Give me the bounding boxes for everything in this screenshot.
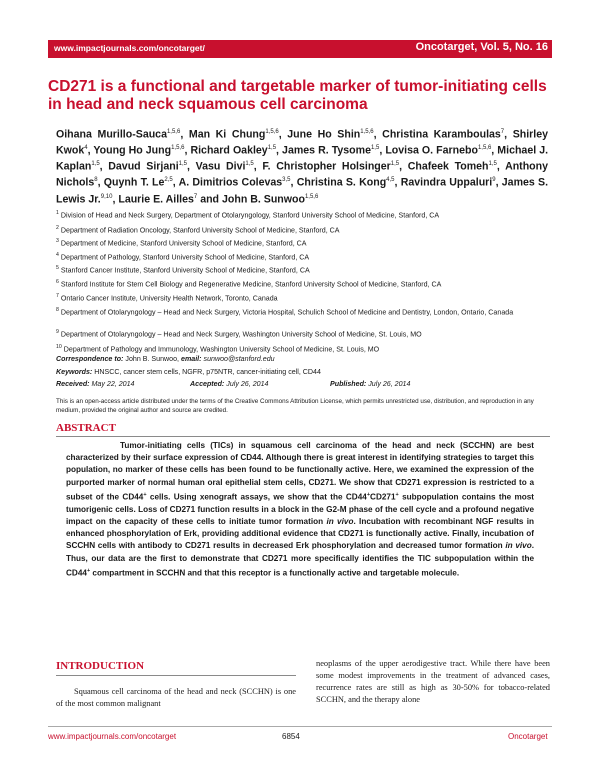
introduction-left-text: Squamous cell carcinoma of the head and neck (SCCHN) is one of the most common malignant (56, 687, 296, 708)
author-affiliation-marker: 1,5,6 (171, 145, 185, 152)
correspondence-label: Correspondence to: (56, 355, 124, 363)
author-name: F. Christopher Holsinger (262, 160, 391, 173)
abstract-text-5: . Incubation with recombinant NGF results in enhanced phosphorylation of Erk, providing additional evidence that CD271 is functionally active. Finally, incubation of SCCHN cells with antibody to CD271 results in decreased Erk phosphorylation and decreased tumor formation (66, 516, 535, 551)
published-date (330, 380, 410, 389)
footer-url-link[interactable]: www.impactjournals.com/oncotarget (48, 732, 177, 741)
author-affiliation-marker: 1,5,6 (304, 193, 319, 200)
affiliation-number: 5 (56, 265, 59, 271)
abstract-text-7: compartment in SCCHN and that this receptor is a functionally active and targetable molecule. (90, 568, 460, 578)
affiliation-number: 1 (56, 210, 59, 216)
author-separator: , (184, 144, 191, 157)
affiliation-text: Department of Otolaryngology – Head and Neck Surgery, Washington University School of Medicine, St. Louis, MO (60, 330, 422, 339)
affiliation-text: Department of Otolaryngology – Head and Neck Surgery, Victoria Hospital, Schulich School of Medicine and Dentistry, London, Ontario, Canada (60, 308, 514, 317)
affiliation-item (56, 292, 556, 303)
author-separator: , (112, 193, 119, 206)
affiliation-number: 9 (56, 329, 59, 335)
footer-journal-name: Oncotarget (508, 732, 548, 741)
affiliation-text: Department of Radiation Oncology, Stanford University School of Medicine, Stanford, CA (60, 226, 340, 235)
author-name: Richard Oakley (190, 144, 268, 157)
affiliation-text: Department of Pathology and Immunology, Washington University School of Medicine, St. Louis, MO (63, 345, 380, 354)
published-label: Published: (330, 380, 367, 388)
keywords-text: HNSCC, cancer stem cells, NGFR, p75NTR, cancer-initiating cell, CD44 (94, 368, 321, 376)
author-affiliation-marker: 1,5,6 (166, 129, 181, 135)
affiliation-text: Department of Medicine, Stanford University School of Medicine, Stanford, CA (60, 239, 307, 248)
author-affiliation-marker: 8 (94, 177, 98, 184)
affiliation-item (56, 278, 556, 289)
email-link[interactable]: sunwoo@stanford.edu (203, 355, 275, 363)
author-name: Laurie E. Ailles (118, 193, 194, 206)
author-affiliation-marker: 4,5 (386, 177, 395, 184)
affiliation-number: 3 (56, 238, 59, 244)
author-separator: , (290, 176, 297, 189)
author-affiliation-marker: 1,5,6 (360, 129, 374, 135)
author-separator: , (187, 160, 196, 173)
author-name: Shirley Kwok (56, 128, 549, 157)
author-name: Quynh T. Le (103, 176, 165, 189)
author-separator: , (496, 160, 506, 173)
author-name: Lovisa O. Farnebo (385, 144, 478, 157)
author-separator: , (99, 160, 109, 173)
affiliation-number: 2 (56, 225, 59, 231)
abstract-text-2: cells. Using xenograft assays, we show that the CD44 (146, 492, 367, 502)
accepted-value: July 26, 2014 (226, 380, 269, 388)
abstract-italic-2: in vivo (505, 541, 532, 551)
published-value: July 26, 2014 (368, 380, 411, 388)
footer-divider (48, 726, 552, 727)
affiliation-item (56, 209, 556, 220)
email-label: email: (181, 355, 202, 363)
journal-citation: Oncotarget, Vol. 5, No. 16 (415, 41, 548, 53)
author-name: Man Ki Chung (188, 128, 266, 141)
author-separator: , (504, 128, 513, 141)
received-date (56, 380, 135, 389)
paper-title: CD271 is a functional and targetable marker of tumor-initiating cells in head and neck squamous cell carcinoma (48, 78, 547, 113)
author-affiliation-marker: 4 (84, 145, 88, 152)
affiliation-item (56, 306, 556, 317)
author-name: Michael J. Kaplan (56, 144, 549, 173)
author-affiliation-marker: 1,5 (370, 145, 380, 152)
affiliation-item (56, 328, 556, 339)
author-affiliation-marker: 9 (492, 177, 496, 184)
journal-url-link[interactable]: www.impactjournals.com/oncotarget/ (54, 43, 205, 53)
author-separator: , (278, 128, 288, 141)
author-separator: , (495, 176, 502, 189)
author-name: Ravindra Uppaluri (400, 176, 493, 189)
affiliation-number: 8 (56, 307, 59, 313)
author-name: Christina S. Kong (296, 176, 387, 189)
introduction-heading: INTRODUCTION (56, 660, 145, 672)
author-separator: , (87, 144, 94, 157)
author-name: Christina Karamboulas (382, 128, 501, 141)
introduction-right-column (316, 658, 550, 706)
author-separator: , (379, 144, 386, 157)
affiliation-text: Division of Head and Neck Surgery, Department of Otolaryngology, Stanford University School of Medicine, Stanford, CA (60, 211, 440, 220)
license-notice: This is an open-access article distributed under the terms of the Creative Commons Attribution License, which permits unrestricted use, distribution, and reproduction in any medium, provided the original author and source are credited. (56, 398, 534, 414)
keywords-label: Keywords: (56, 368, 93, 376)
introduction-left-column (56, 686, 296, 710)
affiliation-item (56, 237, 556, 248)
author-affiliation-marker: 1,5 (91, 161, 100, 168)
author-name: Oihana Murillo-Sauca (56, 128, 167, 141)
author-separator: , (491, 144, 498, 157)
abstract-body (66, 440, 534, 580)
author-separator: , (97, 176, 104, 189)
abstract-text-1: Tumor-initiating cells (TICs) in squamous cell carcinoma of the head and neck (SCCHN) are best characterized by their surface expression of CD44. Although there is great interest in identifying strategies to target this population, no marker of these cells has been found to be functionally active. Here, we examined the expression of the purported marker of normal human oral epithelial stem cells, CD271. We show that CD271 expression is restricted to a subset of the CD44 (66, 441, 534, 502)
affiliation-number: 4 (56, 252, 59, 258)
affiliation-item (56, 264, 556, 275)
affiliation-number: 7 (56, 293, 59, 299)
author-affiliation-marker: 2,5 (164, 177, 173, 184)
received-value: May 22, 2014 (91, 380, 135, 388)
author-name: June Ho Shin (287, 128, 361, 141)
abstract-sup-3: + (395, 491, 399, 498)
abstract-text-4: subpopulation contains the most tumorigenic cells. Loss of CD271 function results in a block in the G2-M phase of the cell cycle and a profound negative impact on the capacity of these cells to initiate tumor formation (66, 492, 535, 526)
affiliation-text: Ontario Cancer Institute, University Health Network, Toronto, Canada (60, 294, 278, 303)
affiliation-text: Department of Pathology, Stanford University School of Medicine, Stanford, CA (60, 253, 310, 262)
affiliation-item (56, 343, 556, 354)
affiliation-item (56, 224, 556, 235)
affiliation-text: Stanford Cancer Institute, Stanford University School of Medicine, Stanford, CA (60, 266, 310, 275)
author-name: John B. Sunwoo (221, 193, 305, 206)
author-list (56, 126, 548, 207)
author-affiliation-marker: 1,5 (245, 161, 254, 168)
abstract-text-3: CD271 (370, 492, 396, 502)
author-separator: , (394, 176, 401, 189)
introduction-right-text: neoplasms of the upper aerodigestive tract. While there have been some modest improvements in the treatment of advanced cases, recurrence rates are still as high as 30-50% for tobacco-related SCCHN, and the therapy alone (316, 659, 550, 704)
author-name: Chafeek Tomeh (407, 160, 489, 173)
abstract-sup-2: + (366, 491, 371, 498)
author-name: Davud Sirjani (108, 160, 179, 173)
author-affiliation-marker: 1,5 (390, 161, 400, 168)
affiliation-number: 6 (56, 279, 59, 285)
author-affiliation-marker: 1,5 (267, 145, 277, 152)
abstract-italic-1: in vivo (326, 516, 354, 526)
author-separator: , (399, 160, 408, 173)
author-separator: , (180, 128, 189, 141)
keywords-line (56, 368, 321, 377)
author-name: Vasu Divi (195, 160, 246, 173)
author-affiliation-marker: 1,5,6 (265, 129, 279, 135)
introduction-divider (56, 675, 296, 676)
author-separator: and (197, 193, 222, 206)
abstract-sup-1: + (143, 491, 147, 498)
author-affiliation-marker: 1,5 (488, 161, 497, 168)
author-affiliation-marker: 9,10 (100, 193, 113, 200)
header-bar (48, 40, 552, 58)
author-name: A. Dimitrios Colevas (178, 176, 283, 189)
author-separator: , (373, 128, 383, 141)
page-number: 6854 (282, 732, 300, 741)
author-name: James R. Tysome (282, 144, 371, 157)
received-label: Received: (56, 380, 90, 388)
accepted-date (190, 380, 268, 389)
author-separator: , (253, 160, 263, 173)
abstract-sup-4: + (86, 567, 91, 574)
author-name: Young Ho Jung (93, 144, 172, 157)
author-separator: , (276, 144, 283, 157)
author-affiliation-marker: 3,5 (282, 177, 291, 184)
author-separator: , (172, 176, 179, 189)
affiliation-item (56, 251, 556, 262)
author-name: James S. Lewis Jr. (56, 176, 549, 206)
author-name: Anthony Nichols (56, 160, 549, 189)
author-affiliation-marker: 1,5,6 (477, 145, 492, 152)
abstract-divider (56, 436, 550, 437)
author-affiliation-marker: 7 (193, 193, 198, 200)
author-affiliation-marker: 1,5 (178, 161, 188, 168)
affiliation-number: 10 (56, 344, 62, 350)
correspondence-line (56, 355, 275, 364)
accepted-label: Accepted: (190, 380, 225, 388)
author-affiliation-marker: 7 (500, 129, 505, 135)
abstract-text-6: . Thus, our data are the first to demonstrate that CD271 more specifically identifies the TIC subpopulation within the CD44 (66, 541, 535, 578)
affiliation-text: Stanford Institute for Stem Cell Biology and Regenerative Medicine, Stanford University School of Medicine, Stanford, CA (60, 280, 442, 289)
correspondence-name: John B. Sunwoo, (125, 355, 180, 363)
abstract-heading: ABSTRACT (56, 422, 116, 434)
